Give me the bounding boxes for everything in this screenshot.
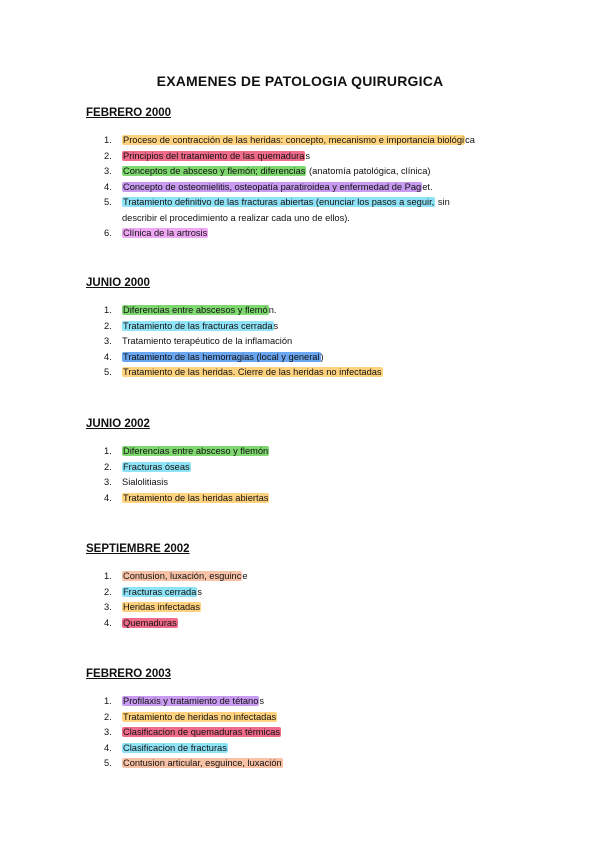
item-number: 3. <box>104 336 112 346</box>
highlighted-text: Heridas infectadas <box>123 602 200 612</box>
exam-section-junio-2000 <box>86 276 566 381</box>
item-number: 1. <box>104 305 112 315</box>
item-text: s <box>259 696 265 706</box>
question-list <box>86 694 566 772</box>
item-text: s <box>197 586 203 597</box>
item-number: 1. <box>104 571 112 581</box>
item-number: 5. <box>104 197 112 207</box>
item-number: 3. <box>104 727 112 737</box>
item-number: 5. <box>104 367 112 377</box>
item-number: 2. <box>104 461 112 472</box>
list-item <box>86 491 566 507</box>
highlighted-text: Tratamiento de las heridas. Cierre de las heridas no infectadas <box>123 367 382 377</box>
item-number: 3. <box>104 602 112 612</box>
item-number: 4. <box>104 351 112 362</box>
item-number: 1. <box>104 135 112 145</box>
item-text: s <box>305 150 311 161</box>
highlighted-text: Tratamiento definitivo de las fracturas abiertas (enunciar los pasos a seguir, <box>123 197 435 207</box>
highlighted-text: Principios del tratamiento de las quemadura <box>123 150 305 161</box>
item-text: s <box>273 320 279 331</box>
item-number: 2. <box>104 711 112 722</box>
item-number: 6. <box>104 228 112 238</box>
highlighted-text: Profilaxis y tratamiento de tétano <box>123 696 259 706</box>
list-item <box>86 195 482 226</box>
list-item <box>86 756 566 772</box>
highlighted-text: Tratamiento de heridas no infectadas <box>123 711 277 722</box>
highlighted-text: Conceptos de absceso y flemón; diferencias <box>123 166 306 176</box>
item-number: 2. <box>104 150 112 161</box>
section-heading: FEBRERO 2003 <box>86 668 172 680</box>
highlighted-text: Clasificacion de fracturas <box>123 742 227 753</box>
item-number: 3. <box>104 477 112 487</box>
highlighted-text: Concepto de osteomielitis, osteopatía paratiroidea y enfermedad de Pag <box>123 181 422 192</box>
highlighted-text: Tratamiento de las fracturas cerrada <box>123 320 273 331</box>
highlighted-text: Quemaduras <box>123 617 177 628</box>
list-item <box>86 334 566 350</box>
item-text: Sialolitiasis <box>122 477 168 487</box>
item-number: 4. <box>104 181 112 192</box>
item-number: 1. <box>104 696 112 706</box>
section-heading: JUNIO 2000 <box>86 277 150 289</box>
highlighted-text: Fracturas cerrada <box>123 586 197 597</box>
list-item <box>86 725 566 741</box>
item-text: et. <box>422 181 433 192</box>
item-number: 4. <box>104 742 112 753</box>
section-heading: SEPTIEMBRE 2002 <box>86 543 190 555</box>
question-list <box>86 569 566 631</box>
item-text: ca <box>465 135 475 145</box>
highlighted-text: Tratamiento de las hemorragias (local y general <box>123 351 320 362</box>
item-number: 5. <box>104 758 112 768</box>
exam-section-febrero-2003 <box>86 667 566 772</box>
list-item <box>86 600 566 616</box>
list-item <box>86 350 566 366</box>
list-item <box>86 149 566 165</box>
list-item <box>86 444 566 460</box>
item-number: 4. <box>104 617 112 628</box>
item-number: 2. <box>104 586 112 597</box>
list-item <box>86 226 566 242</box>
highlighted-text: Clínica de la artrosis <box>123 228 208 238</box>
exam-section-junio-2002 <box>86 417 566 506</box>
list-item <box>86 569 566 585</box>
list-item <box>86 365 566 381</box>
list-item <box>86 694 566 710</box>
item-number: 3. <box>104 166 112 176</box>
list-item <box>86 616 566 632</box>
list-item <box>86 585 566 601</box>
highlighted-text: Clasificacion de quemaduras térmicas <box>123 727 281 737</box>
item-text: ) <box>320 351 324 362</box>
item-number: 4. <box>104 492 112 503</box>
item-text: e <box>242 571 248 581</box>
document-title: EXAMENES DE PATOLOGIA QUIRURGICA <box>156 73 444 89</box>
highlighted-text: Proceso de contracción de las heridas: concepto, mecanismo e importancia biológi <box>123 135 465 145</box>
item-text: (anatomía patológica, clínica) <box>306 166 431 176</box>
item-text: Tratamiento terapéutico de la inflamación <box>122 336 293 346</box>
list-item <box>86 319 566 335</box>
list-item <box>86 460 566 476</box>
item-number: 1. <box>104 446 112 456</box>
section-heading: JUNIO 2002 <box>86 418 150 430</box>
question-list <box>86 444 566 506</box>
highlighted-text: Contusion, luxación, esguinc <box>123 571 242 581</box>
item-text: sin describir el procedimiento a realizar cada uno de ellos). <box>122 197 450 223</box>
highlighted-text: Fracturas óseas <box>123 461 190 472</box>
list-item <box>86 164 566 180</box>
list-item <box>86 741 566 757</box>
exam-section-septiembre-2002 <box>86 542 566 631</box>
list-item <box>86 475 566 491</box>
highlighted-text: Tratamiento de las heridas abiertas <box>123 492 269 503</box>
highlighted-text: Diferencias entre absceso y flemón <box>123 446 269 456</box>
highlighted-text: Diferencias entre abscesos y flemó <box>123 305 268 315</box>
list-item <box>86 180 566 196</box>
item-number: 2. <box>104 320 112 331</box>
list-item <box>86 303 566 319</box>
highlighted-text: Contusion articular, esguince, luxación <box>123 758 282 768</box>
question-list <box>86 133 566 242</box>
section-heading: FEBRERO 2000 <box>86 107 172 119</box>
exam-section-febrero-2000 <box>86 106 566 242</box>
list-item <box>86 710 566 726</box>
item-text: n. <box>268 305 277 315</box>
question-list <box>86 303 566 381</box>
list-item <box>86 133 566 149</box>
